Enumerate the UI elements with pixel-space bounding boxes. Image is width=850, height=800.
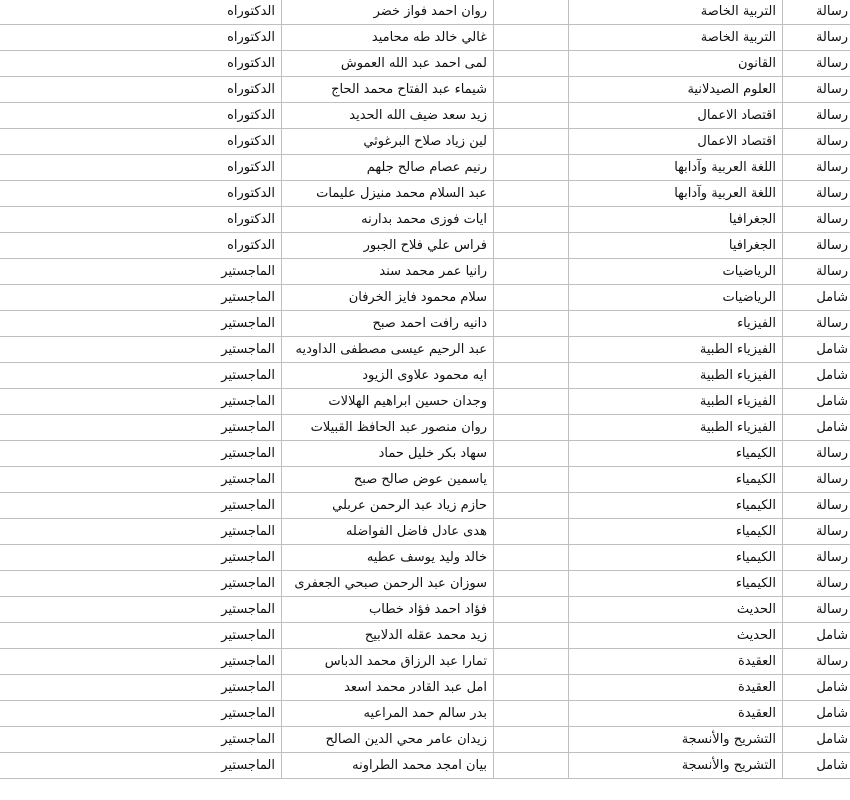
name-cell[interactable]: لمى احمد عبد الله العموش — [282, 51, 494, 77]
name-cell[interactable]: رانيا عمر محمد سند — [282, 259, 494, 285]
table-row — [0, 415, 850, 441]
table-row — [0, 467, 850, 493]
type-cell[interactable]: رسالة — [783, 597, 850, 623]
type-cell[interactable]: رسالة — [783, 129, 850, 155]
empty-cell[interactable] — [494, 337, 569, 363]
degree-cell[interactable]: الماجستير — [0, 597, 282, 623]
empty-cell[interactable] — [494, 441, 569, 467]
type-cell[interactable]: شامل — [783, 623, 850, 649]
name-cell[interactable]: بيان امجد محمد الطراونه — [282, 753, 494, 779]
major-cell[interactable]: التشريح والأنسجة — [569, 753, 783, 779]
empty-cell[interactable] — [494, 259, 569, 285]
major-cell[interactable]: الفيزياء الطبية — [569, 337, 783, 363]
table-row — [0, 311, 850, 337]
table-row — [0, 77, 850, 103]
major-cell[interactable]: الكيمياء — [569, 545, 783, 571]
major-cell[interactable]: القانون — [569, 51, 783, 77]
major-cell[interactable]: اقتصاد الاعمال — [569, 103, 783, 129]
type-cell[interactable]: رسالة — [783, 259, 850, 285]
empty-cell[interactable] — [494, 155, 569, 181]
degree-cell[interactable]: الماجستير — [0, 259, 282, 285]
major-cell[interactable]: العقيدة — [569, 701, 783, 727]
name-cell[interactable]: امل عبد القادر محمد اسعد — [282, 675, 494, 701]
type-cell[interactable]: رسالة — [783, 103, 850, 129]
major-cell[interactable]: الحديث — [569, 623, 783, 649]
empty-cell[interactable] — [494, 311, 569, 337]
type-cell[interactable]: رسالة — [783, 207, 850, 233]
degree-cell[interactable]: الماجستير — [0, 649, 282, 675]
empty-cell[interactable] — [494, 51, 569, 77]
table-row — [0, 623, 850, 649]
name-cell[interactable]: سوزان عبد الرحمن صبحي الجعفرى — [282, 571, 494, 597]
empty-cell[interactable] — [494, 233, 569, 259]
table-row — [0, 389, 850, 415]
degree-cell[interactable]: الماجستير — [0, 623, 282, 649]
degree-cell[interactable]: الماجستير — [0, 337, 282, 363]
empty-cell[interactable] — [494, 545, 569, 571]
empty-cell[interactable] — [494, 415, 569, 441]
name-cell[interactable]: فؤاد احمد فؤاد خطاب — [282, 597, 494, 623]
table-row — [0, 285, 850, 311]
degree-cell[interactable]: الماجستير — [0, 441, 282, 467]
table-row — [0, 25, 850, 51]
type-cell[interactable]: رسالة — [783, 233, 850, 259]
name-cell[interactable]: غالي خالد طه محاميد — [282, 25, 494, 51]
major-cell[interactable]: اقتصاد الاعمال — [569, 129, 783, 155]
major-cell[interactable]: الكيمياء — [569, 441, 783, 467]
degree-cell[interactable]: الدكتوراه — [0, 207, 282, 233]
empty-cell[interactable] — [494, 0, 569, 25]
name-cell[interactable]: زيدان عامر محي الدين الصالح — [282, 727, 494, 753]
table-row — [0, 259, 850, 285]
major-cell[interactable]: الكيمياء — [569, 493, 783, 519]
type-cell[interactable]: رسالة — [783, 545, 850, 571]
major-cell[interactable]: الرياضيات — [569, 285, 783, 311]
major-cell[interactable]: الفيزياء الطبية — [569, 415, 783, 441]
major-cell[interactable]: الفيزياء — [569, 311, 783, 337]
name-cell[interactable]: خالد وليد يوسف عطيه — [282, 545, 494, 571]
degree-cell[interactable]: الماجستير — [0, 675, 282, 701]
major-cell[interactable]: العقيدة — [569, 649, 783, 675]
table-row — [0, 0, 850, 25]
empty-cell[interactable] — [494, 103, 569, 129]
degree-cell[interactable]: الماجستير — [0, 545, 282, 571]
name-cell[interactable]: هدى عادل فاضل الفواضله — [282, 519, 494, 545]
degree-cell[interactable]: الدكتوراه — [0, 155, 282, 181]
type-cell[interactable]: شامل — [783, 285, 850, 311]
table-row — [0, 571, 850, 597]
major-cell[interactable]: العقيدة — [569, 675, 783, 701]
table-row — [0, 493, 850, 519]
empty-cell[interactable] — [494, 701, 569, 727]
name-cell[interactable]: بدر سالم حمد المراعيه — [282, 701, 494, 727]
major-cell[interactable]: الرياضيات — [569, 259, 783, 285]
major-cell[interactable]: التربية الخاصة — [569, 25, 783, 51]
table-row — [0, 701, 850, 727]
degree-cell[interactable]: الماجستير — [0, 363, 282, 389]
name-cell[interactable]: رنيم عصام صالح جلهم — [282, 155, 494, 181]
name-cell[interactable]: تمارا عبد الرزاق محمد الدباس — [282, 649, 494, 675]
table-row — [0, 155, 850, 181]
degree-cell[interactable]: الدكتوراه — [0, 103, 282, 129]
empty-cell[interactable] — [494, 467, 569, 493]
empty-cell[interactable] — [494, 623, 569, 649]
name-cell[interactable]: عبد الرحيم عيسى مصطفى الداوديه — [282, 337, 494, 363]
major-cell[interactable]: الكيمياء — [569, 519, 783, 545]
name-cell[interactable]: ياسمين عوض صالح صبح — [282, 467, 494, 493]
type-cell[interactable]: شامل — [783, 389, 850, 415]
degree-cell[interactable]: الماجستير — [0, 727, 282, 753]
major-cell[interactable]: اللغة العربية وآدابها — [569, 155, 783, 181]
type-cell[interactable]: شامل — [783, 753, 850, 779]
name-cell[interactable]: وجدان حسين ابراهيم الهلالات — [282, 389, 494, 415]
type-cell[interactable]: رسالة — [783, 493, 850, 519]
degree-cell[interactable]: الدكتوراه — [0, 51, 282, 77]
table-row — [0, 519, 850, 545]
major-cell[interactable]: اللغة العربية وآدابها — [569, 181, 783, 207]
type-cell[interactable]: شامل — [783, 727, 850, 753]
type-cell[interactable]: رسالة — [783, 467, 850, 493]
type-cell[interactable]: رسالة — [783, 311, 850, 337]
major-cell[interactable]: التشريح والأنسجة — [569, 727, 783, 753]
table-row — [0, 363, 850, 389]
type-cell[interactable]: شامل — [783, 675, 850, 701]
empty-cell[interactable] — [494, 25, 569, 51]
table-row — [0, 129, 850, 155]
name-cell[interactable]: عبد السلام محمد منيزل عليمات — [282, 181, 494, 207]
major-cell[interactable]: العلوم الصيدلانية — [569, 77, 783, 103]
type-cell[interactable]: رسالة — [783, 571, 850, 597]
degree-cell[interactable]: الماجستير — [0, 493, 282, 519]
major-cell[interactable]: الجغرافيا — [569, 233, 783, 259]
type-cell[interactable]: رسالة — [783, 155, 850, 181]
type-cell[interactable]: رسالة — [783, 441, 850, 467]
degree-cell[interactable]: الماجستير — [0, 753, 282, 779]
degree-cell[interactable]: الماجستير — [0, 285, 282, 311]
name-cell[interactable]: روان منصور عبد الحافظ القبيلات — [282, 415, 494, 441]
empty-cell[interactable] — [494, 675, 569, 701]
degree-cell[interactable]: الماجستير — [0, 389, 282, 415]
name-cell[interactable]: زيد محمد عقله الدلابيح — [282, 623, 494, 649]
empty-cell[interactable] — [494, 77, 569, 103]
name-cell[interactable]: ايات فوزى محمد بدارنه — [282, 207, 494, 233]
major-cell[interactable]: الفيزياء الطبية — [569, 389, 783, 415]
empty-cell[interactable] — [494, 389, 569, 415]
major-cell[interactable]: الحديث — [569, 597, 783, 623]
name-cell[interactable]: ايه محمود علاوى الزيود — [282, 363, 494, 389]
type-cell[interactable]: شامل — [783, 701, 850, 727]
empty-cell[interactable] — [494, 363, 569, 389]
type-cell[interactable]: رسالة — [783, 181, 850, 207]
type-cell[interactable]: رسالة — [783, 51, 850, 77]
table-row — [0, 51, 850, 77]
degree-cell[interactable]: الماجستير — [0, 311, 282, 337]
empty-cell[interactable] — [494, 753, 569, 779]
name-cell[interactable]: سلام محمود فايز الخرفان — [282, 285, 494, 311]
type-cell[interactable]: رسالة — [783, 77, 850, 103]
table-row — [0, 233, 850, 259]
table-row — [0, 753, 850, 779]
name-cell[interactable]: دانيه رافت احمد صبح — [282, 311, 494, 337]
major-cell[interactable]: الجغرافيا — [569, 207, 783, 233]
empty-cell[interactable] — [494, 493, 569, 519]
major-cell[interactable]: الكيمياء — [569, 467, 783, 493]
name-cell[interactable]: لين زياد صلاح البرغوثي — [282, 129, 494, 155]
type-cell[interactable]: رسالة — [783, 25, 850, 51]
table-row — [0, 675, 850, 701]
degree-cell[interactable]: الدكتوراه — [0, 181, 282, 207]
empty-cell[interactable] — [494, 597, 569, 623]
empty-cell[interactable] — [494, 207, 569, 233]
degree-cell[interactable]: الماجستير — [0, 519, 282, 545]
table-row — [0, 727, 850, 753]
table-row — [0, 441, 850, 467]
major-cell[interactable]: التربية الخاصة — [569, 0, 783, 25]
degree-cell[interactable]: الدكتوراه — [0, 129, 282, 155]
empty-cell[interactable] — [494, 519, 569, 545]
degree-cell[interactable]: الدكتوراه — [0, 77, 282, 103]
name-cell[interactable]: فراس علي فلاح الجبور — [282, 233, 494, 259]
name-cell[interactable]: شيماء عبد الفتاح محمد الحاج — [282, 77, 494, 103]
degree-cell[interactable]: الماجستير — [0, 467, 282, 493]
degree-cell[interactable]: الدكتوراه — [0, 25, 282, 51]
name-cell[interactable]: روان احمد فواز خضر — [282, 0, 494, 25]
major-cell[interactable]: الفيزياء الطبية — [569, 363, 783, 389]
empty-cell[interactable] — [494, 181, 569, 207]
empty-cell[interactable] — [494, 129, 569, 155]
type-cell[interactable]: شامل — [783, 337, 850, 363]
name-cell[interactable]: سهاد بكر خليل حماد — [282, 441, 494, 467]
table-row — [0, 181, 850, 207]
empty-cell[interactable] — [494, 649, 569, 675]
type-cell[interactable]: شامل — [783, 363, 850, 389]
type-cell[interactable]: رسالة — [783, 649, 850, 675]
table-row — [0, 207, 850, 233]
name-cell[interactable]: حازم زياد عبد الرحمن عربلي — [282, 493, 494, 519]
table-row — [0, 545, 850, 571]
type-cell[interactable]: رسالة — [783, 519, 850, 545]
table-row — [0, 597, 850, 623]
empty-cell[interactable] — [494, 285, 569, 311]
name-cell[interactable]: زيد سعد ضيف الله الحديد — [282, 103, 494, 129]
degree-cell[interactable]: الدكتوراه — [0, 0, 282, 25]
empty-cell[interactable] — [494, 727, 569, 753]
table-row — [0, 103, 850, 129]
major-cell[interactable]: الكيمياء — [569, 571, 783, 597]
table-row — [0, 649, 850, 675]
type-cell[interactable]: رسالة — [783, 0, 850, 25]
type-cell[interactable]: شامل — [783, 415, 850, 441]
degree-cell[interactable]: الماجستير — [0, 701, 282, 727]
table-row — [0, 337, 850, 363]
degree-cell[interactable]: الدكتوراه — [0, 233, 282, 259]
degree-cell[interactable]: الماجستير — [0, 571, 282, 597]
degree-cell[interactable]: الماجستير — [0, 415, 282, 441]
empty-cell[interactable] — [494, 571, 569, 597]
